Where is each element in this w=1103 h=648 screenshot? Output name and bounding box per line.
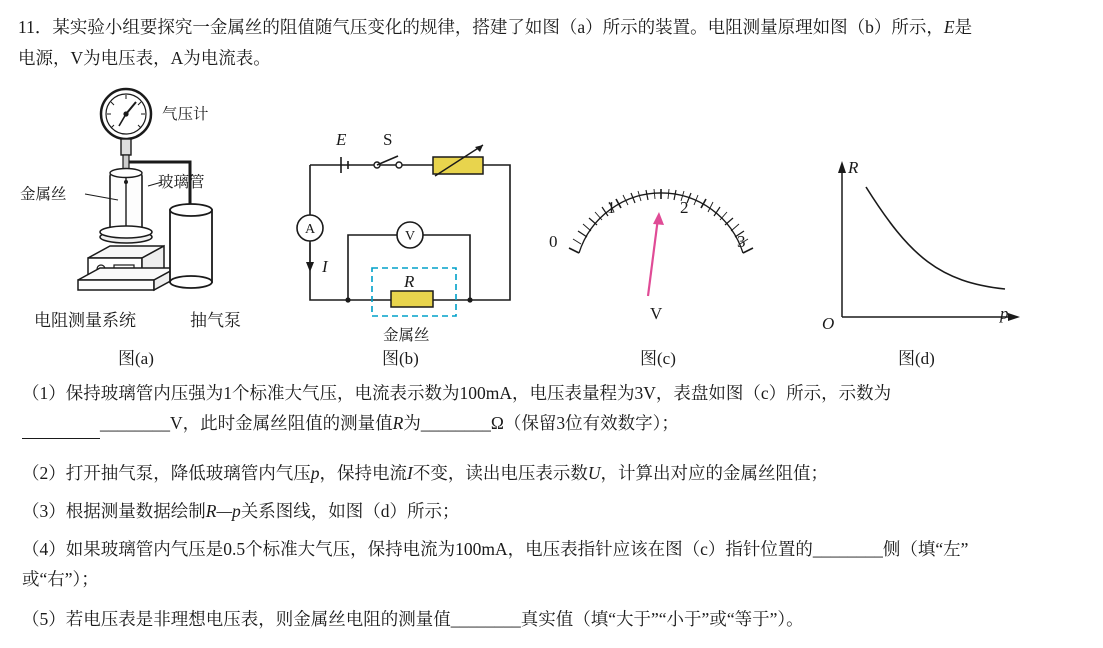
caption-figure-c: 图(c): [640, 349, 676, 368]
q1-text-c: 为________Ω（保留3位有效数字）；: [403, 413, 679, 433]
question-2: [22, 458, 1088, 488]
label-metal-wire-b: 金属丝: [383, 327, 430, 344]
dial-tick-3: 3: [737, 232, 746, 251]
q1-text-a: （1）保持玻璃管内压强为1个标准大气压，电流表示数为100mA，电压表量程为3V，表盘如图（c）所示，示数为: [22, 383, 892, 403]
stem-number: 11．: [18, 17, 53, 37]
q2-text-a: （2）打开抽气泵，降低玻璃管内气压: [22, 463, 311, 483]
q3-text-b: 关系图线，如图（d）所示；: [240, 501, 460, 521]
q1-blank-1[interactable]: [22, 408, 100, 439]
q1-italic-R: R: [392, 413, 404, 433]
q2-text-c: 不变，读出电压表示数: [412, 463, 588, 483]
q2-italic-p: p: [310, 463, 320, 483]
svg-text:V: V: [404, 229, 416, 244]
stem-italic-E: E: [943, 17, 955, 37]
question-3: [22, 496, 1088, 526]
caption-figure-b: 图(b): [382, 349, 419, 368]
graph-y-label: R: [848, 158, 859, 177]
figure-b-circuit: [295, 140, 540, 340]
label-measure-system: 电阻测量系统: [34, 311, 136, 330]
label-switch-S: S: [383, 130, 393, 149]
q4-text-b: 或“右”）；: [22, 569, 99, 589]
q4-text-a: （4）如果玻璃管内气压是0.5个标准大气压，保持电流为100mA，电压表指针应该在图（c）指针位置的________侧（填“左”: [22, 539, 969, 559]
question-5: [22, 604, 1088, 634]
figures-area: [0, 82, 1103, 372]
q5-text-a: （5）若电压表是非理想电压表，则金属丝电阻的测量值________真实值（填“大于”“小于”或“等于”）。: [22, 609, 804, 629]
q3-text-a: （3）根据测量数据绘制: [22, 501, 206, 521]
label-pump: 抽气泵: [190, 311, 241, 330]
svg-text:A: A: [304, 222, 316, 237]
question-1: [22, 378, 1088, 439]
caption-figure-d: 图(d): [898, 349, 935, 368]
graph-origin-label: O: [822, 314, 835, 333]
caption-figure-a: 图(a): [118, 349, 154, 368]
label-glass-tube: 玻璃管: [158, 174, 205, 191]
label-barometer: 气压计: [162, 106, 209, 123]
q2-italic-U: U: [587, 463, 601, 483]
q2-italic-I: I: [407, 463, 413, 483]
label-source-E: E: [336, 130, 347, 149]
q3-italic-Rp: R—p: [205, 501, 241, 521]
dial-tick-0: 0: [549, 232, 558, 251]
label-current-I: I: [322, 257, 328, 276]
dial-tick-1: 1: [607, 198, 616, 217]
stem-line1-tail: 是: [954, 17, 973, 37]
dial-tick-2: 2: [680, 198, 689, 217]
stem-line1: 某实验小组要探究一金属丝的阻值随气压变化的规律，搭建了如图（a）所示的装置。电阻测量原理如图（b）所示，: [52, 17, 944, 37]
label-resistor-R: R: [404, 272, 415, 291]
graph-x-label: p: [1000, 304, 1009, 323]
dial-unit-label: V: [650, 304, 663, 323]
q2-text-d: ，计算出对应的金属丝阻值；: [600, 463, 828, 483]
stem-line2: 电源，V为电压表，A为电流表。: [18, 48, 271, 68]
label-metal-wire-a: 金属丝: [20, 186, 67, 203]
q2-text-b: ，保持电流: [319, 463, 407, 483]
q1-text-b: ________V，此时金属丝阻值的测量值: [100, 413, 393, 433]
question-stem: [18, 12, 1088, 74]
question-4: [22, 534, 1088, 594]
